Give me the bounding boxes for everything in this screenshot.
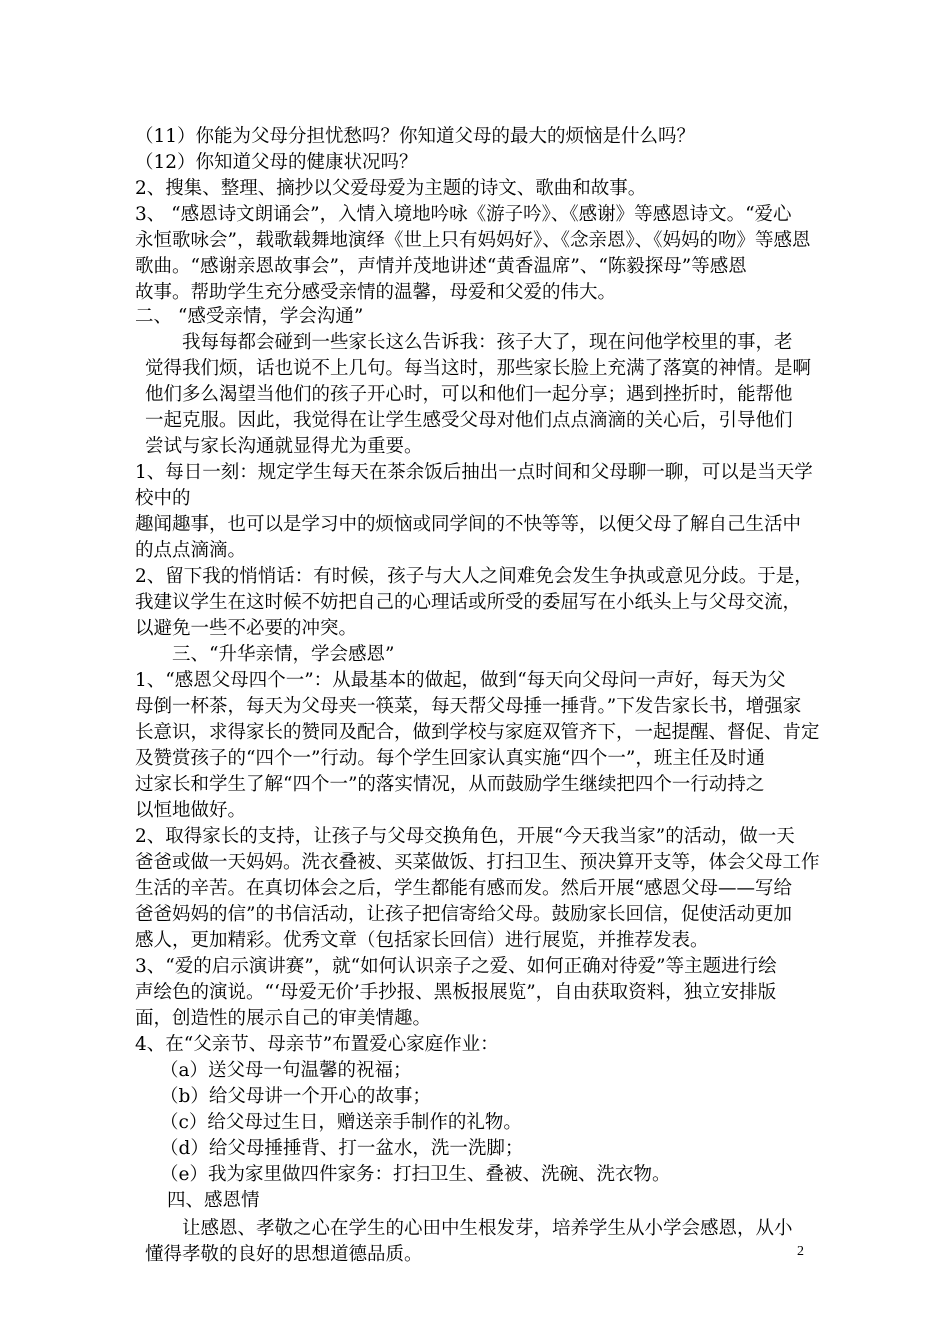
text-line: 二、 “感受亲情，学会沟通” — [135, 306, 364, 327]
text-line: （c）给父母过生日，赠送亲手制作的礼物。 — [160, 1112, 522, 1133]
text-line: 三、“升华亲情，学会感恩” — [172, 644, 395, 665]
text-line: 故事。帮助学生充分感受亲情的温馨，母爱和父爱的伟大。 — [135, 282, 617, 303]
text-line: 及赞赏孩子的“四个一”行动。每个学生回家认真实施“四个一”，班主任及时通 — [135, 748, 765, 769]
text-line: 4、在“父亲节、母亲节”布置爱心家庭作业： — [135, 1034, 499, 1055]
text-line: 觉得我们烦，话也说不上几句。每当这时，那些家长脸上充满了落寞的神情。是啊 — [145, 358, 812, 379]
text-line: 以避免一些不必要的冲突。 — [135, 618, 358, 639]
text-line: 生活的辛苦。在真切体会之后，学生都能有感而发。然后开展“感恩父母——写给 — [135, 878, 792, 899]
text-line: 我建议学生在这时候不妨把自己的心理话或所受的委屈写在小纸头上与父母交流， — [135, 592, 802, 613]
text-line: 永恒歌咏会”，载歌载舞地演绎《世上只有妈妈好》、《念亲恩》、《妈妈的吻》等感恩 — [135, 230, 811, 251]
text-line: 的点点滴滴。 — [135, 540, 247, 561]
text-line: 1、每日一刻：规定学生每天在茶余饭后抽出一点时间和父母聊一聊，可以是当天学 — [135, 462, 813, 483]
text-line: 2、取得家长的支持，让孩子与父母交换角色，开展“今天我当家”的活动，做一天 — [135, 826, 795, 847]
text-line: 3、“爱的启示演讲赛”，就“如何认识亲子之爱、如何正确对待爱”等主题进行绘 — [135, 956, 777, 977]
text-line: 爸爸或做一天妈妈。洗衣叠被、买菜做饭、打扫卫生、预决算开支等，体会父母工作 — [135, 852, 820, 873]
text-line: 校中的 — [135, 488, 191, 509]
text-line: 1、“感恩父母四个一”：从最基本的做起，做到“每天向父母问一声好，每天为父 — [135, 670, 786, 691]
text-line: 爸爸妈妈的信”的书信活动，让孩子把信寄给父母。鼓励家长回信，促使活动更加 — [135, 904, 792, 925]
text-line: 过家长和学生了解“四个一”的落实情况，从而鼓励学生继续把四个一行动持之 — [135, 774, 765, 795]
page-number: 2 — [797, 1244, 804, 1259]
text-line: 感人，更加精彩。优秀文章（包括家长回信）进行展览，并推荐发表。 — [135, 930, 709, 951]
text-line: （b）给父母讲一个开心的故事； — [160, 1086, 431, 1107]
text-line: 他们多么渴望当他们的孩子开心时，可以和他们一起分享；遇到挫折时，能帮他 — [145, 384, 793, 405]
text-line: （12）你知道父母的健康状况吗？ — [135, 152, 418, 173]
text-line: 一起克服。因此，我觉得在让学生感受父母对他们点点滴滴的关心后，引导他们 — [145, 410, 793, 431]
text-line: （d）给父母捶捶背、打一盆水，洗一洗脚； — [160, 1138, 524, 1159]
text-line: 以恒地做好。 — [135, 800, 247, 821]
text-line: 长意识，求得家长的赞同及配合，做到学校与家庭双管齐下，一起提醒、督促、肯定 — [135, 722, 820, 743]
text-line: 面，创造性的展示自己的审美情趣。 — [135, 1008, 432, 1029]
text-line: （e）我为家里做四件家务：打扫卫生、叠被、洗碗、洗衣物。 — [160, 1164, 671, 1185]
text-line: 四、感恩情 — [167, 1190, 260, 1211]
text-line: 趣闻趣事，也可以是学习中的烦恼或同学间的不快等等，以便父母了解自己生活中 — [135, 514, 802, 535]
text-line: 我每每都会碰到一些家长这么告诉我：孩子大了，现在问他学校里的事，老 — [182, 332, 793, 353]
text-line: 尝试与家长沟通就显得尤为重要。 — [145, 436, 423, 457]
text-line: 3、 “感恩诗文朗诵会”，入情入境地吟咏《游子吟》、《感谢》等感恩诗文。“爱心 — [135, 204, 792, 225]
text-line: 懂得孝敬的良好的思想道德品质。 — [145, 1244, 423, 1265]
text-line: 让感恩、孝敬之心在学生的心田中生根发芽，培养学生从小学会感恩，从小 — [182, 1218, 793, 1239]
text-line: 母倒一杯茶，每天为父母夹一筷菜，每天帮父母捶一捶背。”下发告家长书，增强家 — [135, 696, 802, 717]
text-line: 2、搜集、整理、摘抄以父爱母爱为主题的诗文、歌曲和故事。 — [135, 178, 647, 199]
text-line: （11）你能为父母分担忧愁吗？你知道父母的最大的烦恼是什么吗？ — [135, 126, 696, 147]
text-line: 声绘色的演说。“‘母爱无价’手抄报、黑板报展览”，自由获取资料，独立安排版 — [135, 982, 777, 1003]
text-line: 歌曲。“感谢亲恩故事会”，声情并茂地讲述“黄香温席”、“陈毅探母”等感恩 — [135, 256, 747, 277]
text-line: （a）送父母一句温馨的祝福； — [160, 1060, 412, 1081]
text-line: 2、留下我的悄悄话：有时候，孩子与大人之间难免会发生争执或意见分歧。于是， — [135, 566, 813, 587]
